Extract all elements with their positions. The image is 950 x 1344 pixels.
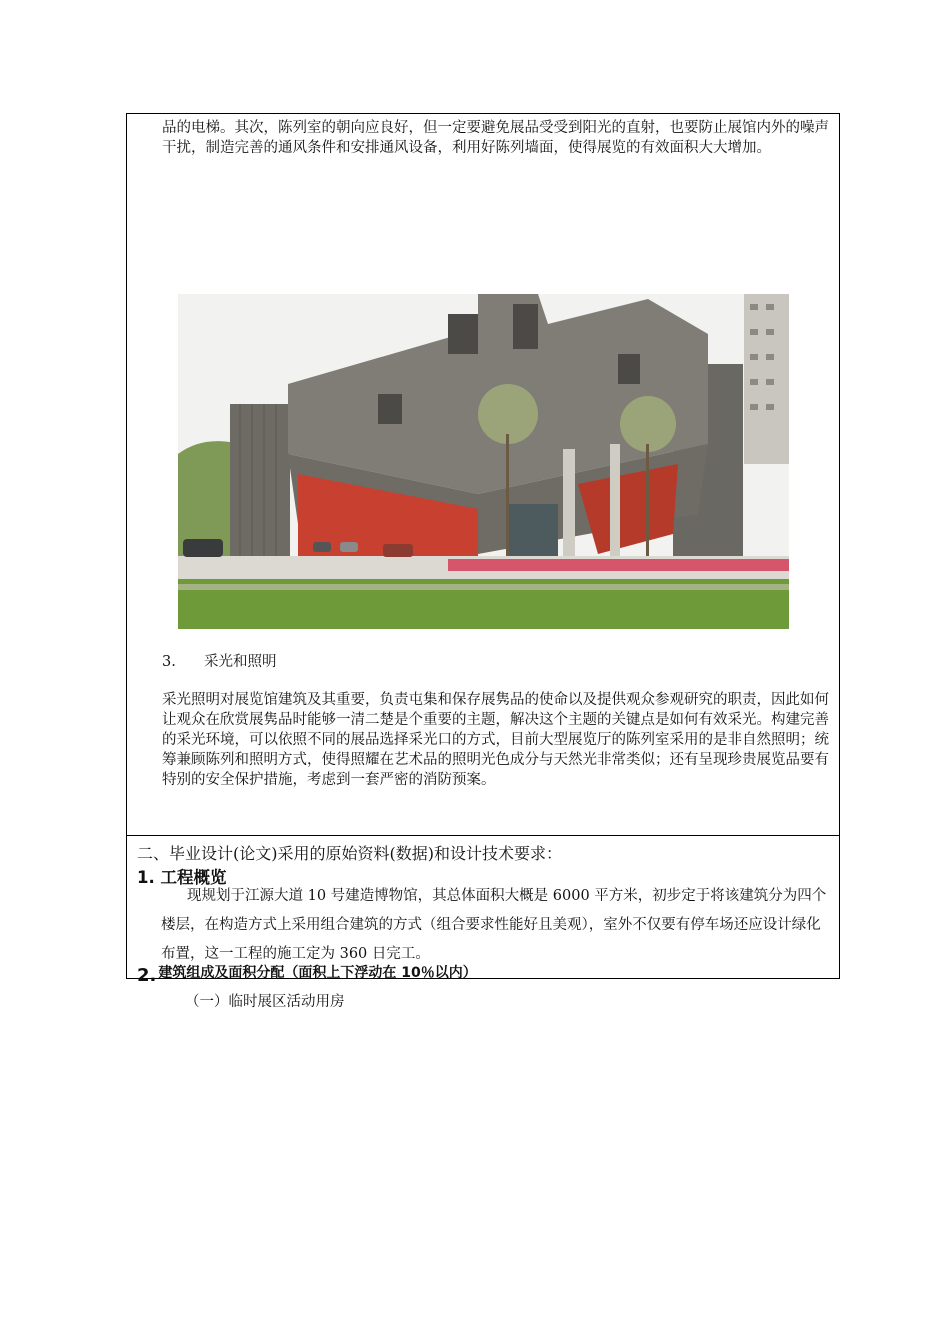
heading-project-overview: 1. 工程概览: [137, 868, 227, 887]
project-overview-body: 现规划于江源大道 10 号建造博物馆，其总体面积大概是 6000 平方米，初步定于将该建筑分为四个楼层，在构造方式上采用组合建筑的方式（组合要求性能好且美观），室外不仅要有停车场还应设计绿化布置，这一工程的施工定为 360 日完工。: [161, 888, 827, 962]
section3-heading: [162, 650, 277, 671]
section3-body: 采光照明对展览馆建筑及其重要，负责屯集和保存展隽品的使命以及提供观众参观研究的职责，因此如何让观众在欣赏展隽品时能够一清二楚是个重要的主题，解决这个主题的关键点是如何有效采光。构建完善的采光环境，可以依照不同的展品选择采光口的方式，目前大型展览厅的陈列室采用的是非自然照明；统筹兼顾陈列和照明方式，使得照耀在艺术品的照明光色成分与天然光非常类似；还有呈现珍贵展览品要有特别的安全保护措施，考虑到一套严密的消防预案。: [162, 692, 829, 788]
heading-number: 2.: [137, 965, 157, 986]
heading-text: 建筑组成及面积分配（面积上下浮动在 10％以内）: [158, 965, 477, 981]
subheading-temporary-exhibition: （一）临时展区活动用房: [185, 994, 345, 1010]
heading-building-composition: [137, 961, 477, 986]
section3-title: 采光和照明: [204, 654, 277, 670]
section3-number: 3.: [162, 654, 176, 670]
museum-photo: [178, 294, 789, 629]
intro-paragraph: 品的电梯。其次，陈列室的朝向应良好，但一定要避免展品受受到阳光的直射，也要防止展馆内外的噪声干扰，制造完善的通风条件和安排通风设备，利用好陈列墙面，使得展览的有效面积大大增加。: [162, 120, 829, 156]
part2-heading: 二、毕业设计(论文)采用的原始资料(数据)和设计技术要求：: [137, 844, 562, 863]
document-table: [126, 113, 840, 1010]
row-divider: [127, 835, 839, 836]
